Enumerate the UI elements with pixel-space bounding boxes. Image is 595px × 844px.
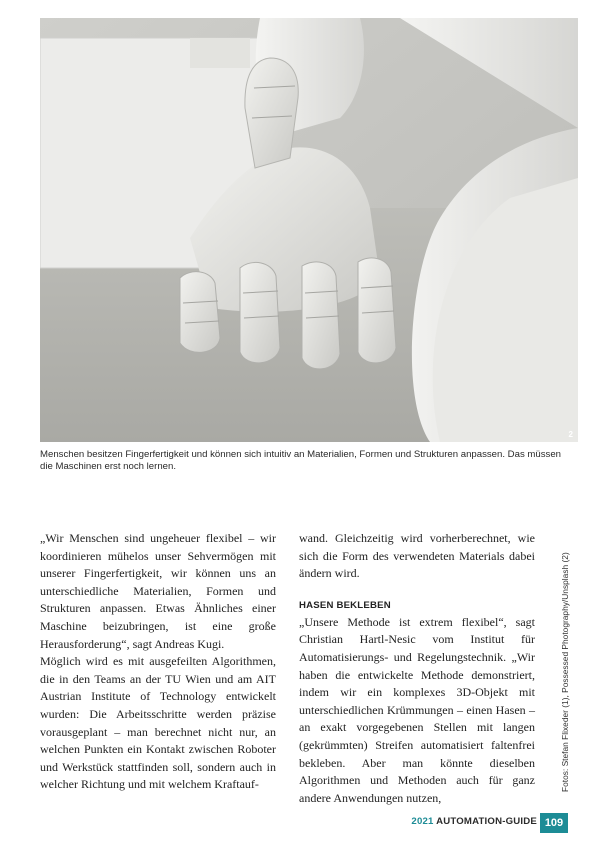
robot-hand-photo (40, 18, 578, 442)
publication-title: AUTOMATION-GUIDE (436, 816, 537, 827)
page-footer (0, 813, 595, 833)
photo-credit: Fotos: Stefan Flixeder (1), Possessed Photography/Unsplash (2) (560, 552, 570, 792)
article-paragraph: „Unsere Methode ist extrem flexibel“, sagt Christian Hartl-Nesic vom Institut für Automatisierungs- und Regelungstechnik. „Wir haben die entwickelte Methode demonstriert, indem wir ein komplexes 3D-Objekt mit unterschiedlichen Krümmungen – einen Hasen – an exakt vorgegebenen Stellen mit langen (gekrümmten) Streifen automatisiert faltenfrei bekleben. Aber man könnte dieselben Algorithmen und Methoden auch für ganz andere Anwendungen nutzen, (299, 614, 535, 805)
photo-number: 2 (568, 430, 573, 439)
article-paragraph: wand. Gleichzeitig wird vorherberechnet, wie sich die Form des verwendeten Materials dabei ändern wird. (299, 531, 535, 581)
article-column-left (40, 530, 276, 794)
article-paragraph: „Wir Menschen sind ungeheuer flexibel – wir koordinieren mühelos unser Sehvermögen mit unserer Fingerfertigkeit, wir können uns an unterschiedliche Materialien, Formen und Strukturen anpassen. Etwas Ähnliches einer Maschine beizubringen, ist eine große Herausforderung“, sagt Andreas Kugi. (40, 531, 276, 651)
publication-label (411, 816, 537, 827)
publication-year: 2021 (411, 816, 434, 827)
photo-caption: Menschen besitzen Fingerfertigkeit und können sich intuitiv an Materialien, Formen und Strukturen anpassen. Das müssen die Maschinen erst noch lernen. (40, 449, 562, 472)
section-subheading: HASEN BEKLEBEN (299, 599, 391, 611)
article-column-right (299, 530, 535, 807)
robot-hand-illustration (40, 18, 578, 442)
article-paragraph: Möglich wird es mit ausgefeilten Algorithmen, die in den Teams an der TU Wien und am AIT Austrian Institute of Technology entwickelt wurden: Die Arbeitsschritte werden präzise vorausgeplant – man berechnet nicht nur, an welchen Punkten ein Kontakt zwischen Roboter und Werkstück stattfinden soll, sondern auch in welcher Richtung und mit welchem Kraftauf- (40, 654, 276, 792)
page-number: 109 (540, 813, 568, 833)
